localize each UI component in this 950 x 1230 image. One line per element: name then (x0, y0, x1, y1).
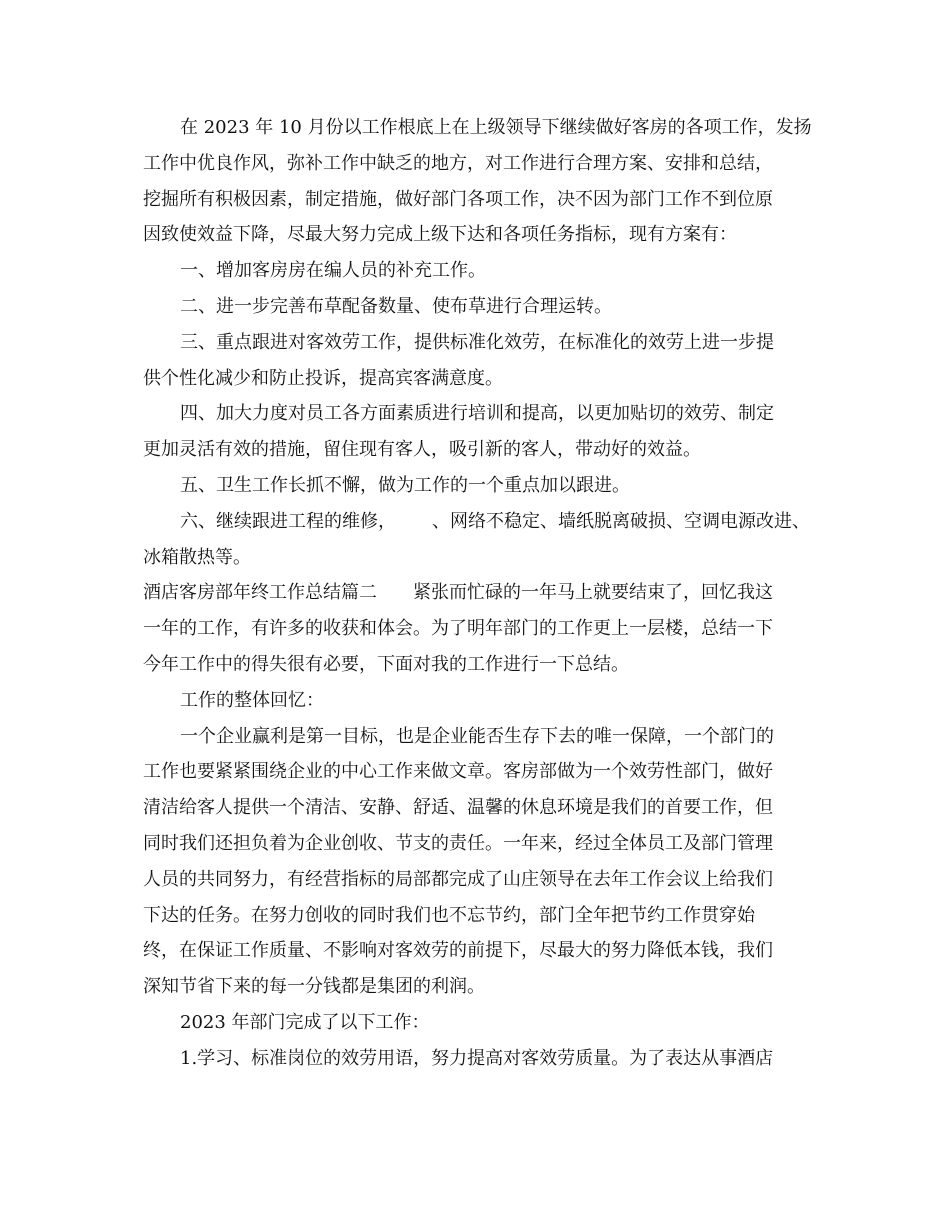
paragraph-line: 今年工作中的得失很有必要，下面对我的工作进行一下总结。 (143, 653, 629, 675)
section-heading-line (143, 575, 813, 611)
list-item-6 (143, 504, 813, 540)
list-item-1: 一、增加客房房在编人员的补充工作。 (180, 260, 486, 282)
list-item-6-part-a: 六、继续跟进工程的维修， (180, 510, 396, 532)
paragraph-line: 在 2023 年 10 月份以工作根底上在上级领导下继续做好客房的各项工作，发扬 (180, 117, 812, 138)
paragraph-line: 工作也要紧紧围绕企业的中心工作来做文章。客房部做为一个效劳性部门，做好 (143, 761, 773, 783)
paragraph-line: 工作中优良作风，弥补工作中缺乏的地方，对工作进行合理方案、安排和总结， (143, 152, 773, 174)
list-item-4: 四、加大力度对员工各方面素质进行培训和提高，以更加贴切的效劳、制定 (180, 403, 774, 425)
paragraph-line: 冰箱散热等。 (143, 546, 251, 568)
paragraph-line: 因致使效益下降，尽最大努力完成上级下达和各项任务指标，现有方案有： (143, 224, 737, 246)
list-item-3: 三、重点跟进对客效劳工作，提供标准化效劳，在标准化的效劳上进一步提 (180, 331, 774, 353)
paragraph-line: 深知节省下来的每一分钱都是集团的利润。 (143, 976, 485, 998)
paragraph-line: 供个性化减少和防止投诉，提高宾客满意度。 (143, 367, 503, 389)
list-item-2: 二、进一步完善布草配备数量、使布草进行合理运转。 (180, 295, 612, 317)
section-heading: 酒店客房部年终工作总结篇二 (143, 582, 377, 604)
list-item-5: 五、卫生工作长抓不懈，做为工作的一个重点加以跟进。 (180, 474, 630, 496)
paragraph-line: 同时我们还担负着为企业创收、节支的责任。一年来，经过全体员工及部门管理 (143, 832, 773, 854)
subheading-review: 工作的整体回忆： (180, 689, 324, 711)
subheading-achievements: 2023 年部门完成了以下工作： (180, 1011, 430, 1033)
paragraph-line: 人员的共同努力，有经营指标的局部都完成了山庄领导在去年工作会议上给我们 (143, 868, 773, 890)
paragraph-line: 挖掘所有积极因素，制定措施，做好部门各项工作，决不因为部门工作不到位原 (143, 188, 773, 210)
section-intro: 紧张而忙碌的一年马上就要结束了，回忆我这 (413, 582, 773, 604)
paragraph-line: 终，在保证工作质量、不影响对客效劳的前提下，尽最大的努力降低本钱，我们 (143, 940, 773, 962)
paragraph-line: 一个企业赢利是第一目标，也是企业能否生存下去的唯一保障，一个部门的 (180, 725, 774, 747)
paragraph-line: 清洁给客人提供一个清洁、安静、舒适、温馨的休息环境是我们的首要工作，但 (143, 797, 773, 819)
paragraph-line: 一年的工作，有许多的收获和体会。为了明年部门的工作更上一层楼，总结一下 (143, 618, 773, 640)
paragraph-line: 下达的任务。在努力创收的同时我们也不忘节约，部门全年把节约工作贯穿始 (143, 904, 755, 926)
list-item-6-part-b: 、网络不稳定、墙纸脱离破损、空调电源改进、 (432, 510, 810, 532)
paragraph-line: 更加灵活有效的措施，留住现有客人，吸引新的客人，带动好的效益。 (143, 439, 701, 461)
document-body (143, 110, 813, 1077)
numbered-item-1: 1.学习、标准岗位的效劳用语，努力提高对客效劳质量。为了表达从事酒店 (180, 1047, 774, 1069)
